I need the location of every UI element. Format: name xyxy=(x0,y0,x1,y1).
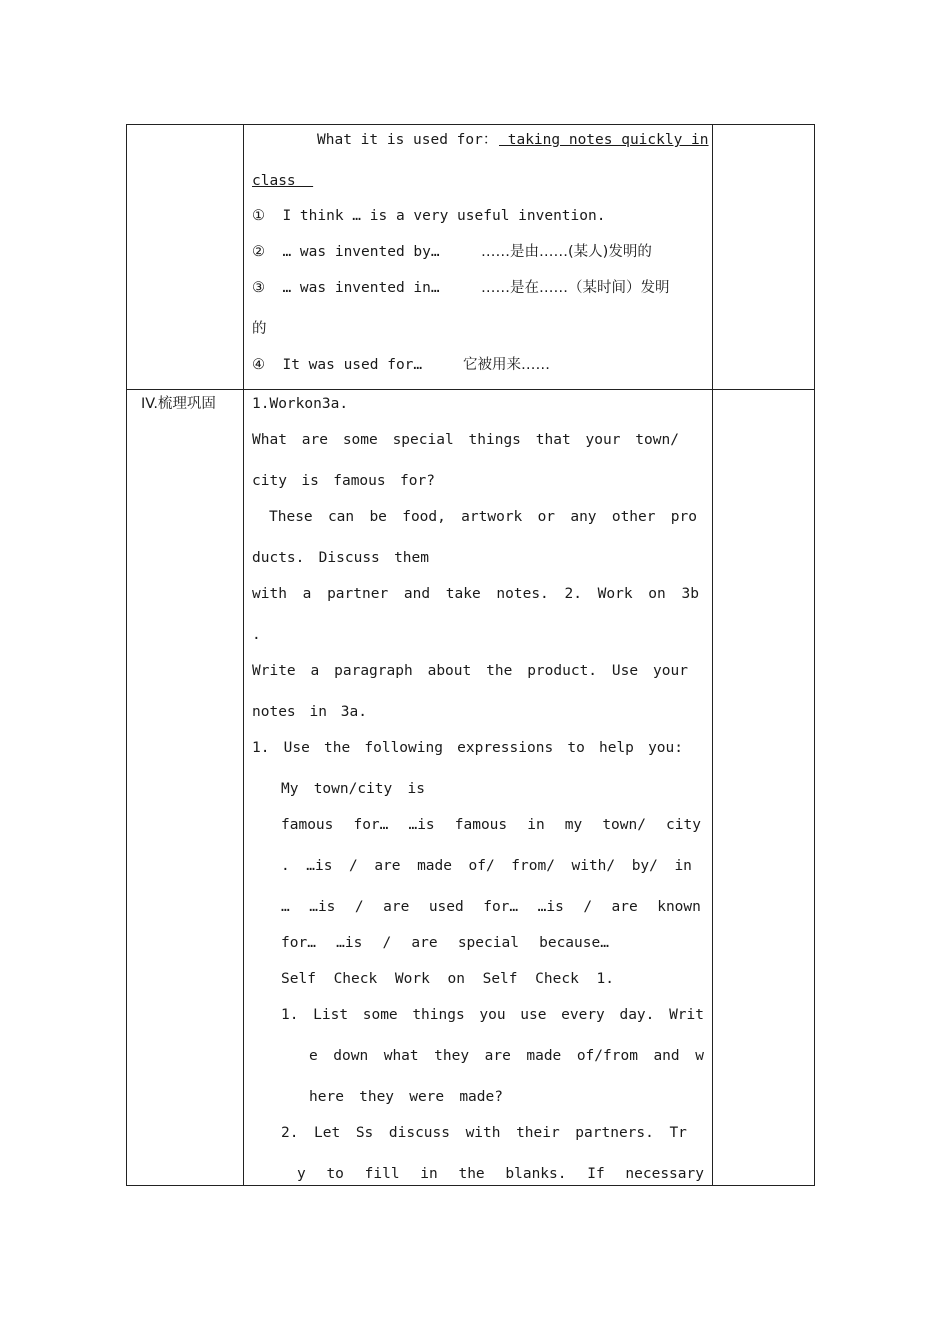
word: to xyxy=(567,740,585,756)
word: you xyxy=(479,1007,506,1023)
word: my xyxy=(564,817,583,833)
word: made xyxy=(526,1048,562,1064)
word: the xyxy=(486,663,513,679)
word: every xyxy=(561,1007,605,1023)
word: are xyxy=(411,935,438,951)
word: for… xyxy=(483,899,519,915)
word: 1. xyxy=(596,971,614,987)
row2-line xyxy=(252,395,348,413)
word: My xyxy=(281,781,299,797)
word: they xyxy=(434,1048,470,1064)
word: you: xyxy=(648,740,683,756)
word: town/ xyxy=(635,432,679,448)
word: notes xyxy=(252,704,296,720)
word: your xyxy=(653,663,688,679)
word: Self xyxy=(281,971,316,987)
word: town/city xyxy=(313,781,393,797)
word: are xyxy=(611,899,638,915)
word: discuss xyxy=(388,1125,450,1141)
expression-2-cn: ……是由……(某人)发明的 xyxy=(481,244,652,260)
word: artwork xyxy=(461,509,523,525)
word: … xyxy=(281,899,290,915)
word: or xyxy=(537,509,556,525)
word: day. xyxy=(619,1007,655,1023)
word: ducts. xyxy=(252,550,305,566)
word: for… xyxy=(353,817,389,833)
word: special xyxy=(457,935,519,951)
word: …is xyxy=(309,899,336,915)
word: their xyxy=(516,1125,560,1141)
word: 3a. xyxy=(321,396,349,412)
word: some xyxy=(342,432,378,448)
word: partners. xyxy=(575,1125,654,1141)
word: famous xyxy=(454,817,508,833)
word: things xyxy=(468,432,521,448)
word: Tr xyxy=(669,1125,687,1141)
column-divider-2 xyxy=(712,125,713,1185)
word: made? xyxy=(459,1089,503,1105)
word: w xyxy=(695,1048,704,1064)
word: known xyxy=(657,899,701,915)
word: them xyxy=(394,550,429,566)
word: down xyxy=(333,1048,369,1064)
word: the xyxy=(324,740,351,756)
used-for-value-cont: class xyxy=(252,173,314,189)
word: What xyxy=(252,432,287,448)
word: on xyxy=(648,586,666,602)
word: about xyxy=(427,663,472,679)
word: paragraph xyxy=(334,663,413,679)
word: Writ xyxy=(669,1007,704,1023)
word: with xyxy=(252,586,287,602)
lesson-table xyxy=(126,124,815,1186)
word: Use xyxy=(283,740,310,756)
word: use xyxy=(520,1007,547,1023)
word: 1. xyxy=(252,396,270,412)
word: blanks. xyxy=(505,1166,567,1182)
word: the xyxy=(458,1166,485,1182)
word: pro xyxy=(670,509,697,525)
word: necessary xyxy=(625,1166,704,1182)
word: what xyxy=(383,1048,419,1064)
word: / xyxy=(354,899,364,915)
row2-line xyxy=(252,662,688,680)
word: made xyxy=(417,858,452,874)
word: Check xyxy=(333,971,378,987)
word: Work xyxy=(394,971,430,987)
expression-3-cn-cont: 的 xyxy=(252,321,267,337)
word: 1. xyxy=(252,740,270,756)
used-for-value: taking notes quickly in xyxy=(499,132,709,148)
row2-line xyxy=(309,1047,704,1065)
word: town/ xyxy=(602,817,646,833)
word: fill xyxy=(364,1166,400,1182)
word: / xyxy=(382,935,392,951)
word: Work xyxy=(269,396,305,412)
word: 3b xyxy=(681,586,699,602)
word: famous xyxy=(333,473,386,489)
word: following xyxy=(364,740,443,756)
word: Check xyxy=(535,971,579,987)
word: any xyxy=(570,509,597,525)
word: help xyxy=(598,740,634,756)
word: e xyxy=(309,1048,318,1064)
word: product. xyxy=(527,663,598,679)
word: because… xyxy=(539,935,609,951)
word: and xyxy=(653,1048,680,1064)
word: used xyxy=(428,899,464,915)
word: a xyxy=(302,586,312,602)
word: city xyxy=(666,817,701,833)
word: a xyxy=(310,663,320,679)
word: 2. xyxy=(564,586,582,602)
word: . xyxy=(252,627,261,643)
word: Use xyxy=(611,663,639,679)
word: Write xyxy=(252,663,296,679)
word: for… xyxy=(281,935,316,951)
word: Discuss xyxy=(318,550,380,566)
row2-line xyxy=(252,626,261,644)
word: are xyxy=(383,899,410,915)
expression-3: ③ … was invented in… xyxy=(252,280,440,296)
word: for? xyxy=(400,473,435,489)
used-for-label: What it is used for： xyxy=(317,132,498,148)
word: 2. xyxy=(281,1125,299,1141)
row2-line xyxy=(281,934,609,952)
word: Ss xyxy=(355,1125,374,1141)
word: expressions xyxy=(457,740,554,756)
expression-3-cn: ……是在……（某时间）发明 xyxy=(481,280,670,296)
word: with xyxy=(465,1125,501,1141)
word: your xyxy=(585,432,621,448)
word: These xyxy=(269,509,313,525)
row2-line xyxy=(252,739,683,757)
row2-line xyxy=(252,431,679,449)
word: city xyxy=(252,473,287,489)
word: Let xyxy=(314,1125,341,1141)
row2-line xyxy=(281,970,614,988)
word: they xyxy=(359,1089,395,1105)
column-divider-1 xyxy=(243,125,244,1185)
row2-line xyxy=(252,549,429,567)
expression-2: ② … was invented by… xyxy=(252,244,440,260)
word: Self xyxy=(482,971,518,987)
word: other xyxy=(611,509,656,525)
word: 3a. xyxy=(340,704,367,720)
word: List xyxy=(313,1007,349,1023)
word: / xyxy=(583,899,593,915)
row2-line xyxy=(252,472,435,490)
word: to xyxy=(326,1166,344,1182)
word: is xyxy=(301,473,319,489)
word: of/from xyxy=(576,1048,638,1064)
word: / xyxy=(349,858,358,874)
word: in xyxy=(527,817,545,833)
word: take xyxy=(445,586,481,602)
word: are xyxy=(484,1048,511,1064)
word: from/ xyxy=(511,858,555,874)
word: in xyxy=(674,858,692,874)
row-divider xyxy=(127,389,814,390)
word: in xyxy=(309,704,327,720)
word: are xyxy=(301,432,328,448)
word: by/ xyxy=(631,858,658,874)
word: be xyxy=(369,509,387,525)
section-label: IV.梳理巩固 xyxy=(141,396,216,412)
expression-1: ① I think … is a very useful invention. xyxy=(252,208,606,224)
word: and xyxy=(403,586,431,602)
word: on xyxy=(304,396,322,412)
row2-line xyxy=(309,1088,503,1106)
word: . xyxy=(281,858,290,874)
word: things xyxy=(412,1007,465,1023)
row2-line xyxy=(281,816,701,834)
row2-line xyxy=(281,857,692,875)
row2-line xyxy=(252,585,699,603)
row2-line xyxy=(281,898,701,916)
row2-line xyxy=(281,1006,704,1024)
word: y xyxy=(297,1166,306,1182)
word: here xyxy=(309,1089,344,1105)
word: If xyxy=(587,1166,605,1182)
word: with/ xyxy=(571,858,616,874)
word: food, xyxy=(402,509,446,525)
row2-line xyxy=(281,780,425,798)
word: …is xyxy=(537,899,564,915)
word: partner xyxy=(327,586,389,602)
row2-line xyxy=(297,1165,704,1183)
word: some xyxy=(362,1007,398,1023)
expression-4: ④ It was used for… xyxy=(252,357,423,373)
word: famous xyxy=(281,817,334,833)
row2-line xyxy=(252,703,367,721)
word: 1. xyxy=(281,1007,299,1023)
word: that xyxy=(535,432,571,448)
word: notes. xyxy=(496,586,549,602)
word: Work xyxy=(597,586,633,602)
word: can xyxy=(327,509,355,525)
expression-4-cn: 它被用来…… xyxy=(463,357,550,373)
row2-line xyxy=(269,508,697,526)
word: is xyxy=(407,781,425,797)
word: of/ xyxy=(468,858,495,874)
word: are xyxy=(374,858,401,874)
word: …is xyxy=(336,935,363,951)
word: special xyxy=(392,432,454,448)
word: on xyxy=(447,971,465,987)
word: …is xyxy=(306,858,333,874)
row2-line xyxy=(281,1124,687,1142)
word: were xyxy=(409,1089,445,1105)
word: in xyxy=(420,1166,438,1182)
word: …is xyxy=(408,817,435,833)
